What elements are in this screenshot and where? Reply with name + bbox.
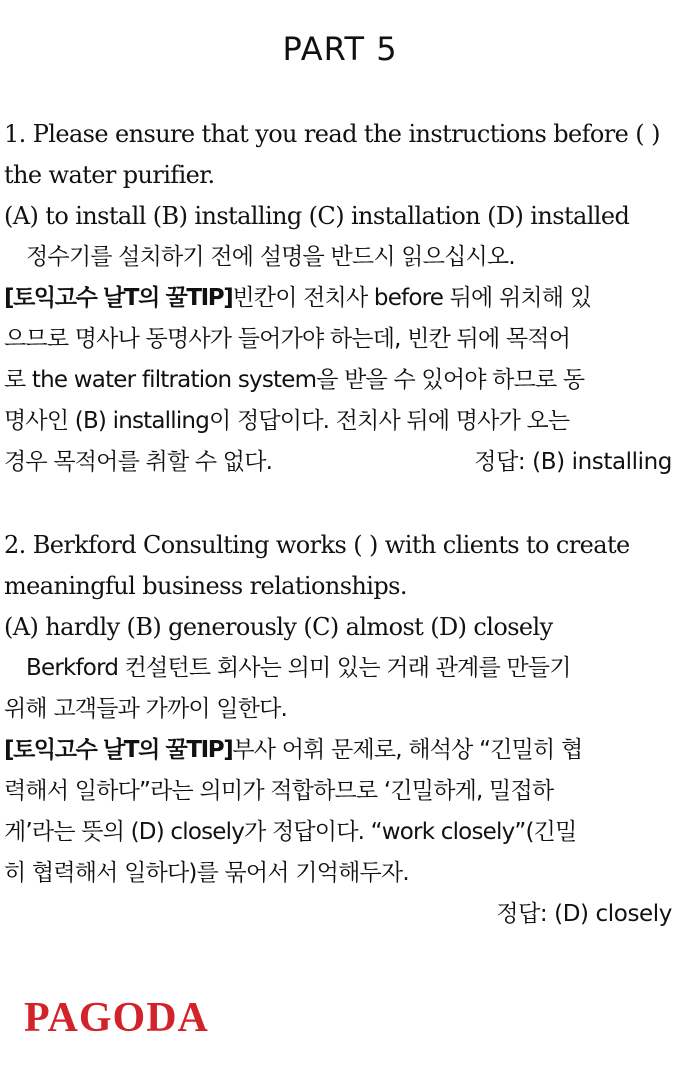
q2-translation-line-1: Berkford 컨설턴트 회사는 의미 있는 거래 관계를 만들기 [26, 655, 571, 681]
q2-explanation-text-1: 부사 어휘 문제로, 해석상 “긴밀히 협 [232, 737, 583, 763]
q1-tip-label: [토익고수 날T의 꿀TIP] [4, 285, 233, 311]
q2-explanation-line-1 [4, 734, 672, 766]
q1-explanation-text-5: 경우 목적어를 취할 수 없다. [4, 449, 273, 475]
q1-stem-line-2: the water purifier. [4, 161, 215, 189]
q1-explanation-line-5 [4, 446, 672, 478]
q2-options: (A) hardly (B) generously (C) almost (D) closely [4, 613, 553, 641]
q2-tip-label: [토익고수 날T의 꿀TIP] [4, 737, 233, 763]
q2-stem-line-1: 2. Berkford Consulting works ( ) with clients to create [4, 531, 630, 559]
q1-explanation-text-1: 빈칸이 전치사 before 뒤에 위치해 있 [232, 285, 592, 311]
q1-translation: 정수기를 설치하기 전에 설명을 반드시 읽으십시오. [26, 244, 515, 270]
page-title: PART 5 [282, 30, 398, 68]
q1-explanation-line-1 [4, 282, 672, 314]
q2-explanation-line-3: 게’라는 뜻의 (D) closely가 정답이다. “work closely”(긴밀 [4, 819, 577, 845]
q2-explanation-line-4: 히 협력해서 일하다)를 묶어서 기억해두자. [4, 860, 409, 886]
q1-explanation-line-3: 로 the water filtration system을 받을 수 있어야 하므로 동 [4, 367, 585, 393]
q1-stem-line-1: 1. Please ensure that you read the instructions before ( ) [4, 120, 660, 148]
q1-explanation-line-2: 으므로 명사나 동명사가 들어가야 하는데, 빈칸 뒤에 목적어 [4, 326, 571, 352]
q1-answer: 정답: (B) installing [474, 449, 672, 475]
q2-explanation-line-2: 력해서 일하다”라는 의미가 적합하므로 ‘긴밀하게, 밀접하 [4, 778, 554, 804]
q1-explanation-line-4: 명사인 (B) installing이 정답이다. 전치사 뒤에 명사가 오는 [4, 408, 570, 434]
q2-answer: 정답: (D) closely [496, 901, 672, 927]
q1-options: (A) to install (B) installing (C) installation (D) installed [4, 202, 630, 230]
q2-stem-line-2: meaningful business relationships. [4, 572, 407, 600]
pagoda-logo: PAGODA [24, 995, 209, 1041]
q2-translation-line-2: 위해 고객들과 가까이 일한다. [4, 696, 288, 722]
